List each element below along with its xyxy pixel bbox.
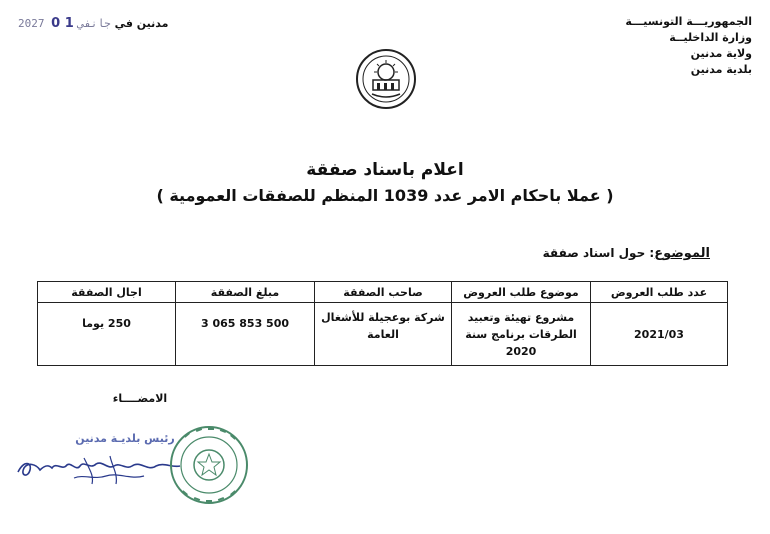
document-subtitle: ( عملا باحكام الامر عدد 1039 المنظم للصفقات العمومية ): [156, 186, 614, 205]
table-row: [38, 303, 728, 366]
cell-amount: 3 065 853 500: [176, 303, 315, 366]
signature-label: الامضــــاء: [112, 392, 168, 405]
cell-duration: 250 يوما: [38, 303, 176, 366]
date-stamp-month-year: 2027 جانفي: [18, 17, 111, 30]
header-contractor: صاحب الصفقة: [315, 282, 452, 303]
municipal-emblem-icon: [355, 48, 417, 110]
header-tender-number: عدد طلب العروض: [591, 282, 728, 303]
official-seal-icon: [168, 424, 250, 506]
date-place: مدنين في: [114, 17, 169, 30]
contractor-line2: العامة: [367, 328, 399, 341]
cell-tender-number: 2021/03: [591, 303, 728, 366]
tender-subject-line1: مشروع تهيئة وتعبيد: [467, 310, 575, 324]
tender-subject-line2: الطرقات برنامج سنة 2020: [465, 327, 577, 358]
document-title: اعلام باسناد صفقة: [306, 160, 464, 180]
subject-text: : حول اسناد صفقة: [542, 246, 655, 260]
subject-line: [543, 246, 710, 261]
header-tender-subject: موضوع طلب العروض: [452, 282, 591, 303]
handwritten-signature: [14, 440, 184, 500]
republic-name: الجمهوريـــة التونسيـــة: [625, 15, 752, 28]
header-duration: اجال الصفقة: [38, 282, 176, 303]
ministry-name: وزارة الداخليــة: [669, 31, 752, 44]
table-header-row: [38, 282, 728, 303]
date-stamp-day: 1 0: [51, 16, 74, 31]
governorate-name: ولاية مدنين: [690, 47, 752, 60]
header-amount: مبلغ الصفقة: [176, 282, 315, 303]
cell-tender-subject: [452, 303, 591, 366]
cell-contractor: [315, 303, 452, 366]
award-table: [38, 281, 728, 366]
mayor-title-stamp: رئيس بلديـة مدنين: [75, 432, 175, 445]
contractor-line1: شركة بوعجيلة للأشغال: [321, 311, 445, 324]
date-line: [18, 16, 168, 36]
municipality-name: بلدية مدنين: [690, 63, 752, 76]
subject-label: الموضوع: [654, 246, 710, 261]
header-institution-block: [582, 14, 752, 78]
